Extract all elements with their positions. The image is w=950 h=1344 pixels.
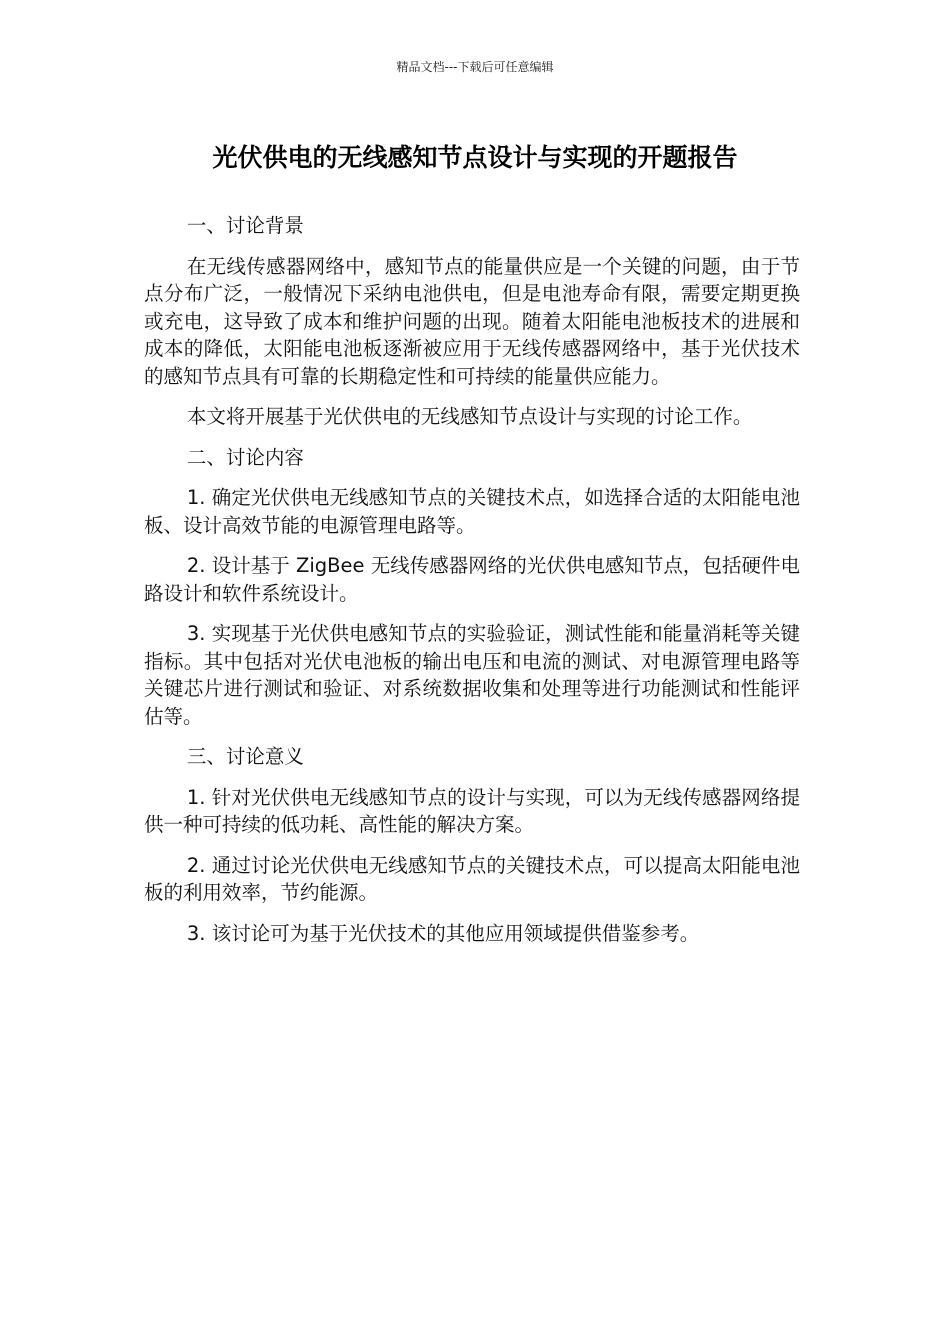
section-heading-significance: 三、讨论意义	[186, 745, 304, 768]
paragraph-background-1: 在无线传感器网络中，感知节点的能量供应是一个关键的问题，由于节点分布广泛，一般情况下采纳电池供电，但是电池寿命有限，需要定期更换或充电，这导致了成本和维护问题的出现。随着太阳能电池板技术的进展和成本的降低，太阳能电池板逐渐被应用于无线传感器网络中，基于光伏技术的感知节点具有可靠的长期稳定性和可持续的能量供应能力。	[144, 254, 800, 388]
list-item-significance-2: 2. 通过讨论光伏供电无线感知节点的关键技术点，可以提高太阳能电池板的利用效率，节约能源。	[144, 853, 800, 904]
list-item-content-1: 1. 确定光伏供电无线感知节点的关键技术点，如选择合适的太阳能电池板、设计高效节能的电源管理电路等。	[144, 486, 800, 537]
list-item-significance-1: 1. 针对光伏供电无线感知节点的设计与实现，可以为无线传感器网络提供一种可持续的低功耗、高性能的解决方案。	[144, 785, 800, 836]
list-item-significance-3: 3. 该讨论可为基于光伏技术的其他应用领域提供借鉴参考。	[186, 921, 700, 945]
paragraph-background-2: 本文将开展基于光伏供电的无线感知节点设计与实现的讨论工作。	[186, 405, 753, 428]
list-item-content-2: 2. 设计基于 ZigBee 无线传感器网络的光伏供电感知节点，包括硬件电路设计和软件系统设计。	[144, 554, 800, 605]
document-body	[144, 212, 800, 960]
document-title: 光伏供电的无线感知节点设计与实现的开题报告	[212, 143, 738, 172]
section-heading-content: 二、讨论内容	[186, 445, 304, 469]
list-item-content-3: 3. 实现基于光伏供电感知节点的实验验证，测试性能和能量消耗等关键指标。其中包括对光伏电池板的输出电压和电流的测试、对电源管理电路等关键芯片进行测试和验证、对系统数据收集和处理等进行功能测试和性能评估等。	[144, 622, 800, 728]
section-heading-background: 一、讨论背景	[186, 214, 304, 237]
header-note: 精品文档---下载后可任意编辑	[396, 60, 554, 74]
